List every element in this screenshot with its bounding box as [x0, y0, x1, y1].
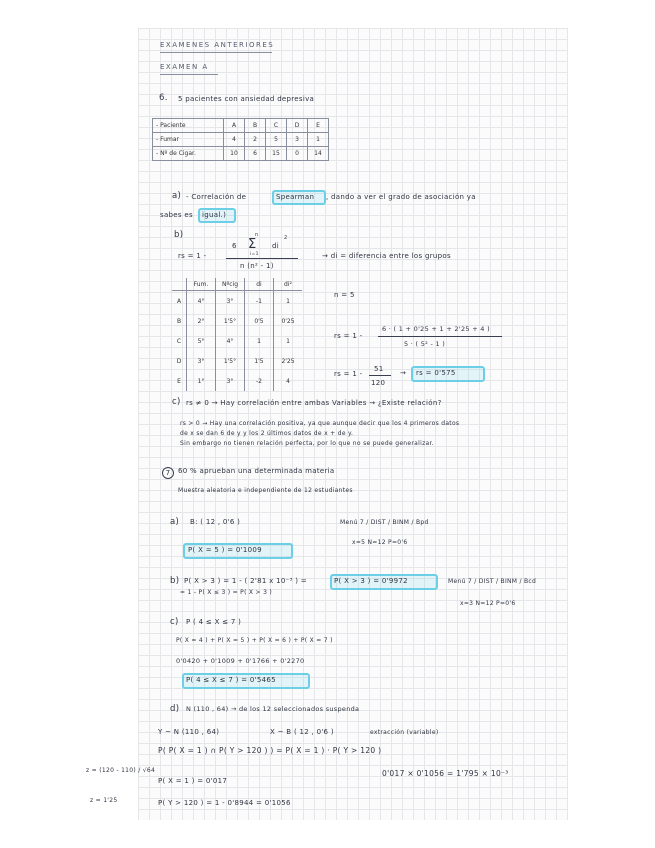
table-row	[172, 291, 302, 312]
part-c-explanation-2: de x se dan 6 de y y los 2 últimos datos de x + de y.	[180, 430, 354, 437]
rank-table	[172, 278, 302, 391]
fraction-bar	[378, 336, 502, 337]
subtitle-underline	[160, 74, 218, 75]
table-cell: E	[177, 377, 181, 385]
page-title: EXAMENES ANTERIORES	[160, 41, 275, 49]
table-cell: - Paciente	[153, 119, 224, 133]
side-z-calc: z = (120 - 110) / √64	[86, 767, 156, 774]
part-a-highlight-2: igual.)	[202, 211, 227, 219]
rs-arrow: →	[400, 369, 407, 377]
formula-lhs: rs = 1 -	[178, 252, 207, 260]
table-cell: 3°	[216, 291, 245, 312]
table-row	[153, 133, 329, 147]
formula-sigma: Σ	[248, 237, 257, 252]
table-row	[172, 311, 302, 331]
ex7-part-a-params: x=5 N=12 P=0'6	[352, 539, 408, 546]
rs-line2-numerator: 51	[374, 365, 384, 373]
ex7-part-b-params: x=3 N=12 P=0'6	[460, 600, 516, 607]
ex7-part-c-expr-1: P( X = 4 ) + P( X = 5 ) + P( X = 6 ) + P( X = 7 )	[176, 637, 333, 644]
table-cell: C	[266, 119, 287, 133]
table-cell: 1'5°	[216, 311, 245, 331]
exam-subtitle: EXAMEN A	[160, 63, 209, 71]
table-cell: 0	[287, 147, 308, 161]
table-cell: 2'25	[274, 351, 303, 371]
part-b-label: b)	[174, 230, 184, 240]
table-cell: 4°	[187, 291, 216, 312]
part-c-explanation-3: Sin embargo no tienen relación perfecta, por lo que no se puede generalizar.	[180, 440, 434, 447]
formula-sigma-top: n	[255, 232, 259, 238]
part-a-text: - Correlación de	[186, 193, 247, 201]
table-cell: di	[245, 278, 274, 291]
part-a-highlight: Spearman	[276, 193, 315, 201]
table-cell: 1	[245, 331, 274, 351]
formula-term: di	[272, 242, 279, 250]
table-cell: 1	[274, 331, 303, 351]
ex7-part-d-line1c: extracción (variable)	[370, 729, 439, 736]
table-cell: - Fumar	[153, 133, 224, 147]
rs-line1-denominator: 5 · ( 5² - 1 )	[404, 340, 446, 348]
table-cell: 14	[308, 147, 329, 161]
exercise-7-intro-2: Muestra aleatoria e independiente de 12 estudiantes	[178, 487, 353, 494]
table-cell: 0'25	[274, 311, 303, 331]
title-underline	[160, 52, 272, 53]
rs-line1-lhs: rs = 1 -	[334, 332, 363, 340]
table-cell: 0'5	[245, 311, 274, 331]
exercise-7-intro: 60 % aprueban una determinada materia	[178, 467, 335, 475]
rs-line2-lhs: rs = 1 -	[334, 370, 363, 378]
table-cell	[172, 278, 187, 291]
ex7-part-d-line1b: X ~ B ( 12 , 0'6 )	[270, 728, 334, 736]
table-row	[172, 331, 302, 351]
table-cell: 4°	[216, 331, 245, 351]
part-c-text: rs ≠ 0 → Hay correlación entre ambas Variables → ¿Existe relación?	[186, 399, 442, 407]
table-cell: 1'5°	[216, 351, 245, 371]
ex7-part-c-expr-2: 0'0420 + 0'1009 + 0'1766 + 0'2270	[176, 657, 305, 665]
table-cell: 1°	[187, 371, 216, 391]
table-cell: 15	[266, 147, 287, 161]
table-cell: Fum.	[187, 278, 216, 291]
ex7-part-b-expr: P( X > 3 ) = 1 - ( 2'81 x 10⁻³ ) =	[184, 577, 307, 585]
ex7-part-a-dist: B: ( 12 , 0'6 )	[190, 518, 241, 526]
table-row	[172, 278, 302, 291]
data-table	[152, 118, 329, 161]
ex7-part-d-line3: P( X = 1 ) = 0'017	[158, 777, 228, 785]
table-cell: B	[245, 119, 266, 133]
table-cell: B	[176, 317, 182, 325]
table-cell: C	[176, 337, 182, 345]
ex7-part-b-result: P( X > 3 ) = 0'9972	[334, 577, 408, 585]
table-cell: 6	[245, 147, 266, 161]
part-a-text-cont: , dando a ver el grado de asociación ya	[326, 193, 476, 201]
table-cell: A	[176, 297, 182, 305]
table-cell: 1'5	[245, 351, 274, 371]
table-cell: -1	[245, 291, 274, 312]
ex7-part-d-label: d)	[170, 704, 180, 714]
table-cell: A	[224, 119, 245, 133]
fraction-bar	[369, 375, 391, 376]
table-cell: 5°	[187, 331, 216, 351]
table-cell: D	[287, 119, 308, 133]
part-a-label: a)	[172, 191, 182, 201]
table-cell: - Nº de Cigar.	[153, 147, 224, 161]
rs-result: rs = 0'575	[416, 369, 456, 377]
side-z-result: z = 1'25	[90, 797, 118, 804]
table-cell: Nºcig	[216, 278, 245, 291]
part-c-explanation-1: rs > 0 → Hay una correlación positiva, ya que aunque decir que los 4 primeros datos	[180, 420, 460, 427]
formula-term-square: 2	[284, 235, 288, 241]
ex7-part-a-menu: Menú 7 / DIST / BINM / Bpd	[340, 519, 429, 526]
ex7-part-d-line2: P( P( X = 1 ) ∩ P( Y > 120 ) ) = P( X = 1 ) · P( Y > 120 )	[158, 746, 382, 755]
ex7-part-a-label: a)	[170, 517, 180, 527]
exercise-7-number: 7	[162, 467, 174, 479]
exercise-6-intro: 5 pacientes con ansiedad depresiva	[178, 95, 315, 103]
table-cell: 5	[266, 133, 287, 147]
n-equals: n = 5	[334, 291, 355, 299]
ex7-part-d-line1: Y ~ N (110 , 64)	[158, 728, 220, 736]
ex7-part-c-expr-0: P ( 4 ≤ X ≤ 7 )	[186, 618, 242, 626]
rs-line2-denominator: 120	[371, 379, 386, 387]
part-c-label: c)	[172, 397, 181, 407]
table-cell: 3	[287, 133, 308, 147]
table-cell: E	[308, 119, 329, 133]
table-cell: D	[176, 357, 182, 365]
ex7-part-b-label: b)	[170, 576, 180, 586]
table-cell: 4	[274, 371, 303, 391]
table-cell: 2°	[187, 311, 216, 331]
part-a-text-line2: sabes es	[160, 211, 193, 219]
table-cell: 3°	[216, 371, 245, 391]
exercise-6-number: 6.	[159, 93, 168, 103]
table-cell: 1	[274, 291, 303, 312]
table-cell: 10	[224, 147, 245, 161]
table-cell: 4	[224, 133, 245, 147]
ex7-part-d-line3b: 0'017 × 0'1056 = 1'795 × 10⁻³	[382, 769, 509, 778]
rs-line1-numerator: 6 · ( 1 + 0'25 + 1 + 2'25 + 4 )	[382, 325, 490, 333]
ex7-part-c-result: P( 4 ≤ X ≤ 7 ) = 0'5465	[186, 676, 276, 684]
table-row	[172, 351, 302, 371]
ex7-part-b-menu: Menú 7 / DIST / BINM / Bcd	[448, 578, 537, 585]
table-cell: -2	[245, 371, 274, 391]
ex7-part-d-line4: P( Y > 120 ) = 1 - 0'8944 = 0'1056	[158, 799, 291, 807]
formula-denominator: n (n² - 1)	[240, 262, 274, 270]
table-row	[153, 119, 329, 133]
ex7-part-c-label: c)	[170, 617, 179, 627]
table-row	[172, 371, 302, 391]
table-row	[153, 147, 329, 161]
ex7-part-d-intro: N (110 , 64) → de los 12 seleccionados suspenda	[186, 705, 360, 713]
ex7-part-a-result: P( X = 5 ) = 0'1009	[188, 546, 262, 554]
fraction-bar	[226, 258, 298, 259]
table-cell: 1	[308, 133, 329, 147]
table-cell: 2	[245, 133, 266, 147]
table-cell: di²	[274, 278, 303, 291]
formula-coef: 6	[232, 242, 237, 250]
formula-note: → di = diferencia entre los grupos	[322, 252, 451, 260]
formula-sigma-bottom: i=1	[250, 252, 259, 257]
table-cell: 3°	[187, 351, 216, 371]
ex7-part-b-expr-2: = 1 - P( X ≤ 3 ) = P( X > 3 )	[180, 589, 273, 596]
